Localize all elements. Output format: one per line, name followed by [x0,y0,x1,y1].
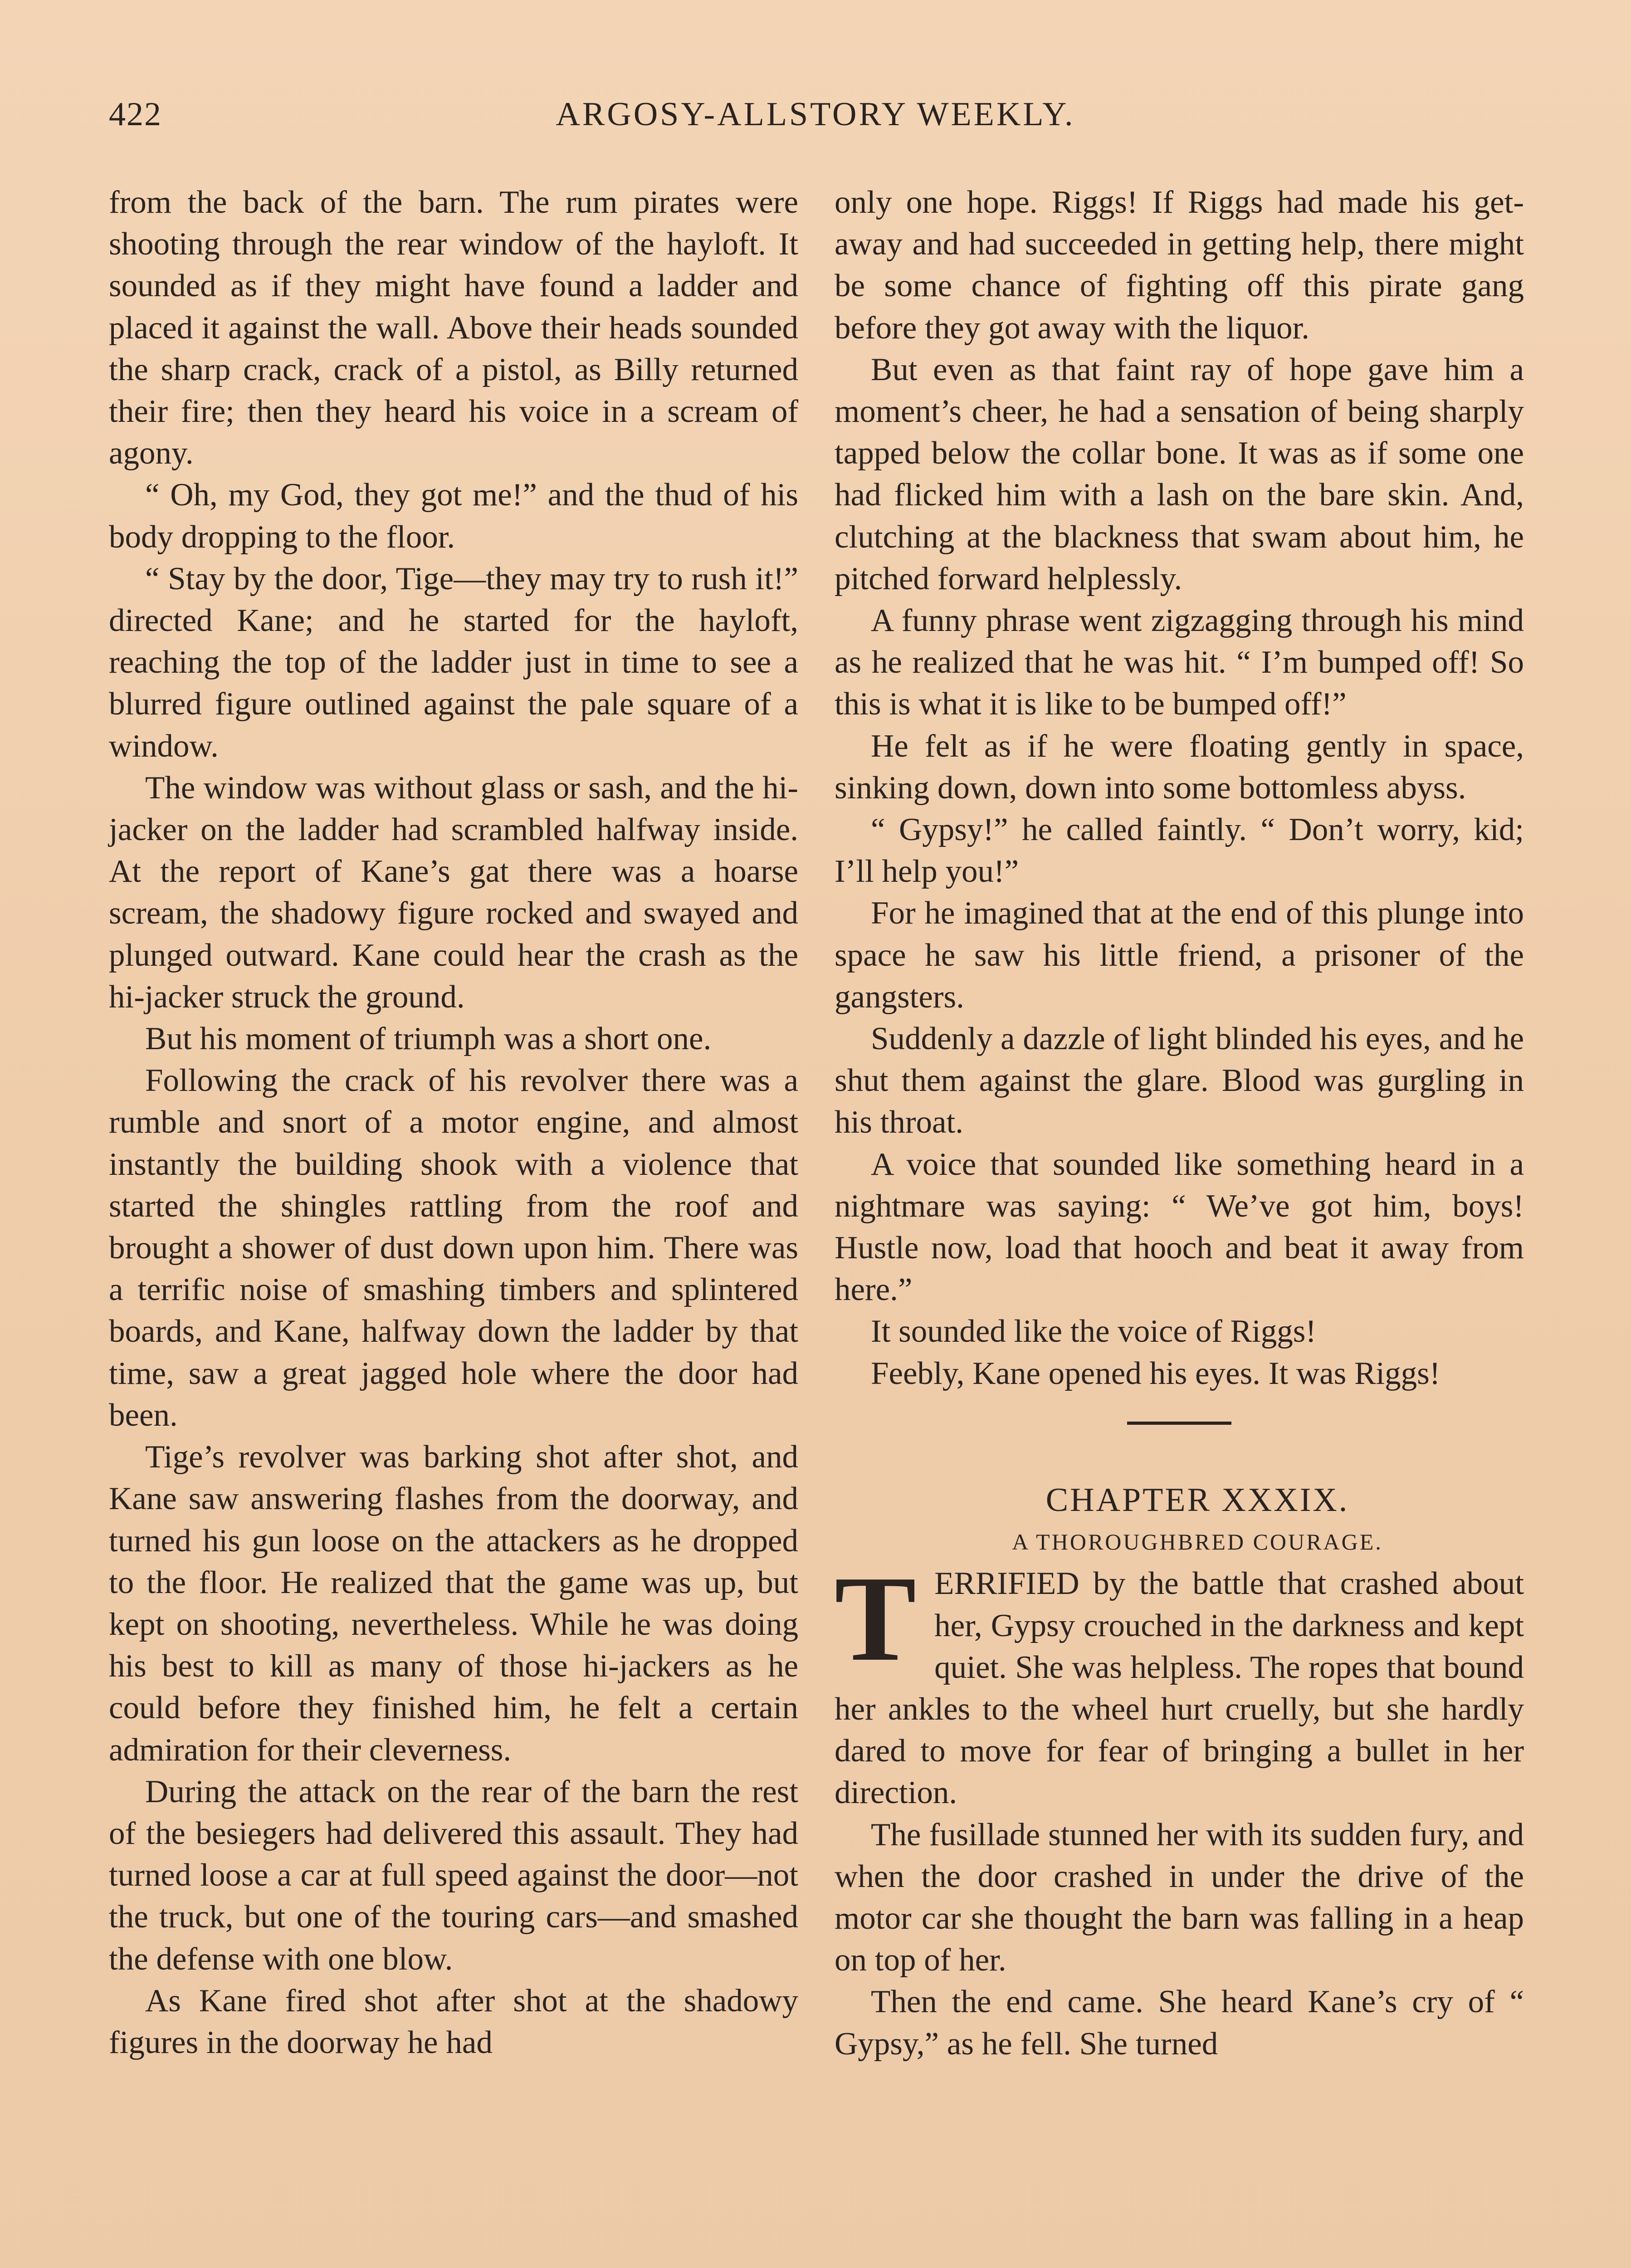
paragraph: For he imagined that at the end of this plunge into space he saw his little friend, a prisoner of the gangsters. [835,895,1524,1015]
paragraph: A funny phrase went zigzagging through his mind as he realized that he was hit. “ I’m bumped off! So this is what it is like to be bumped off!” [835,603,1524,722]
paragraph: Suddenly a dazzle of light blinded his eyes, and he shut them against the glare. Blood was gurgling in his throat. [835,1021,1524,1140]
chapter-opening-paragraph [835,1551,1524,1813]
paragraph: The fusillade stunned her with its sudden fury, and when the door crashed in under the drive of the motor car she thought the barn was falling in a heap on top of her. [835,1817,1524,1978]
paragraph: But even as that faint ray of hope gave him a moment’s cheer, he had a sensation of being sharply tapped below the collar bone. It was as if some one had flicked him with a lash on the bare skin. And, clutching at the blackness that swam about him, he pitched forward helplessly. [835,352,1524,596]
paragraph: Following the crack of his revolver there was a rumble and snort of a motor engine, and almost instantly the building shook with a violence that started the shingles rattling from the roof and brought a shower of dust down upon him. There was a terrific noise of smashing timbers and splintered boards, and Kane, halfway down the ladder by that time, saw a great jagged hole where the door had been. [109,1063,798,1433]
paragraph: But his moment of triumph was a short one. [145,1021,712,1057]
chapter-title: CHAPTER XXXIX. [1045,1481,1349,1519]
paragraph: The window was without glass or sash, and the hi-jacker on the ladder had scrambled halfway inside. At the report of Kane’s gat there was a hoarse scream, the shadowy figure rocked and swayed and plunged outward. Kane could hear the crash as the hi-jacker struck the ground. [109,770,798,1015]
paragraph: from the back of the barn. The rum pirates were shooting through the rear window of the hayloft. It sounded as if they might have found a ladder and placed it against the wall. Above their heads sounded the sharp crack, crack of a pistol, as Billy returned their fire; then they heard his voice in a scream of agony. [109,185,798,471]
paragraph: “ Stay by the door, Tige—they may try to rush it!” directed Kane; and he started for the hayloft, reaching the top of the ladder just in time to see a blurred figure outlined against the pale square of a window. [109,561,798,764]
paragraph: A voice that sounded like something heard in a nightmare was saying: “ We’ve got him, boys! Hustle now, load that hooch and beat it away from here.” [835,1146,1524,1308]
paragraph: During the attack on the rear of the barn the rest of the besiegers had delivered this assault. They had turned loose a car at full speed against the door—not the truck, but one of the touring cars—and smashed the defense with one blow. [109,1774,798,1977]
paragraph: Then the end came. She heard Kane’s cry of “ Gypsy,” as he fell. She turned [835,1984,1524,2062]
page-header [109,95,1522,145]
paragraph: “ Oh, my God, they got me!” and the thud of his body dropping to the floor. [109,477,798,555]
section-divider [1127,1422,1231,1425]
paragraph: only one hope. Riggs! If Riggs had made his get-away and had succeeded in getting help, there might be some chance of fighting off this pirate gang before they got away with the liquor. [835,185,1524,346]
chapter-subtitle: A THOROUGHBRED COURAGE. [1012,1529,1383,1555]
paragraph: As Kane fired shot after shot at the shadowy figures in the doorway he had [109,1983,798,2060]
paragraph: He felt as if he were floating gently in space, sinking down, down into some bottomless abyss. [835,728,1524,806]
page-number: 422 [109,96,162,133]
running-title: ARGOSY-ALLSTORY WEEKLY. [556,96,1075,133]
left-column [109,181,798,2063]
paragraph: “ Gypsy!” he called faintly. “ Don’t worry, kid; I’ll help you!” [835,812,1524,890]
drop-cap: T [835,1551,917,1687]
paragraph: Feebly, Kane opened his eyes. It was Riggs! [871,1355,1441,1391]
opening-text: ERRIFIED by the battle that crashed about her, Gypsy crouched in the darkness and kept quiet. She was helpless. The ropes that bound her ankles to the wheel hurt cruelly, but she hardly dared to move for fear of bringing a bullet in her direction. [835,1566,1524,1811]
paragraph: It sounded like the voice of Riggs! [871,1314,1316,1349]
right-column [835,181,1524,2065]
paragraph: Tige’s revolver was barking shot after shot, and Kane saw answering flashes from the doorway, and turned his gun loose on the attackers as he dropped to the floor. He realized that the game was up, but kept on shooting, nevertheless. While he was doing his best to kill as many of those hi-jackers as he could before they finished him, he felt a certain admiration for their cleverness. [109,1439,798,1768]
